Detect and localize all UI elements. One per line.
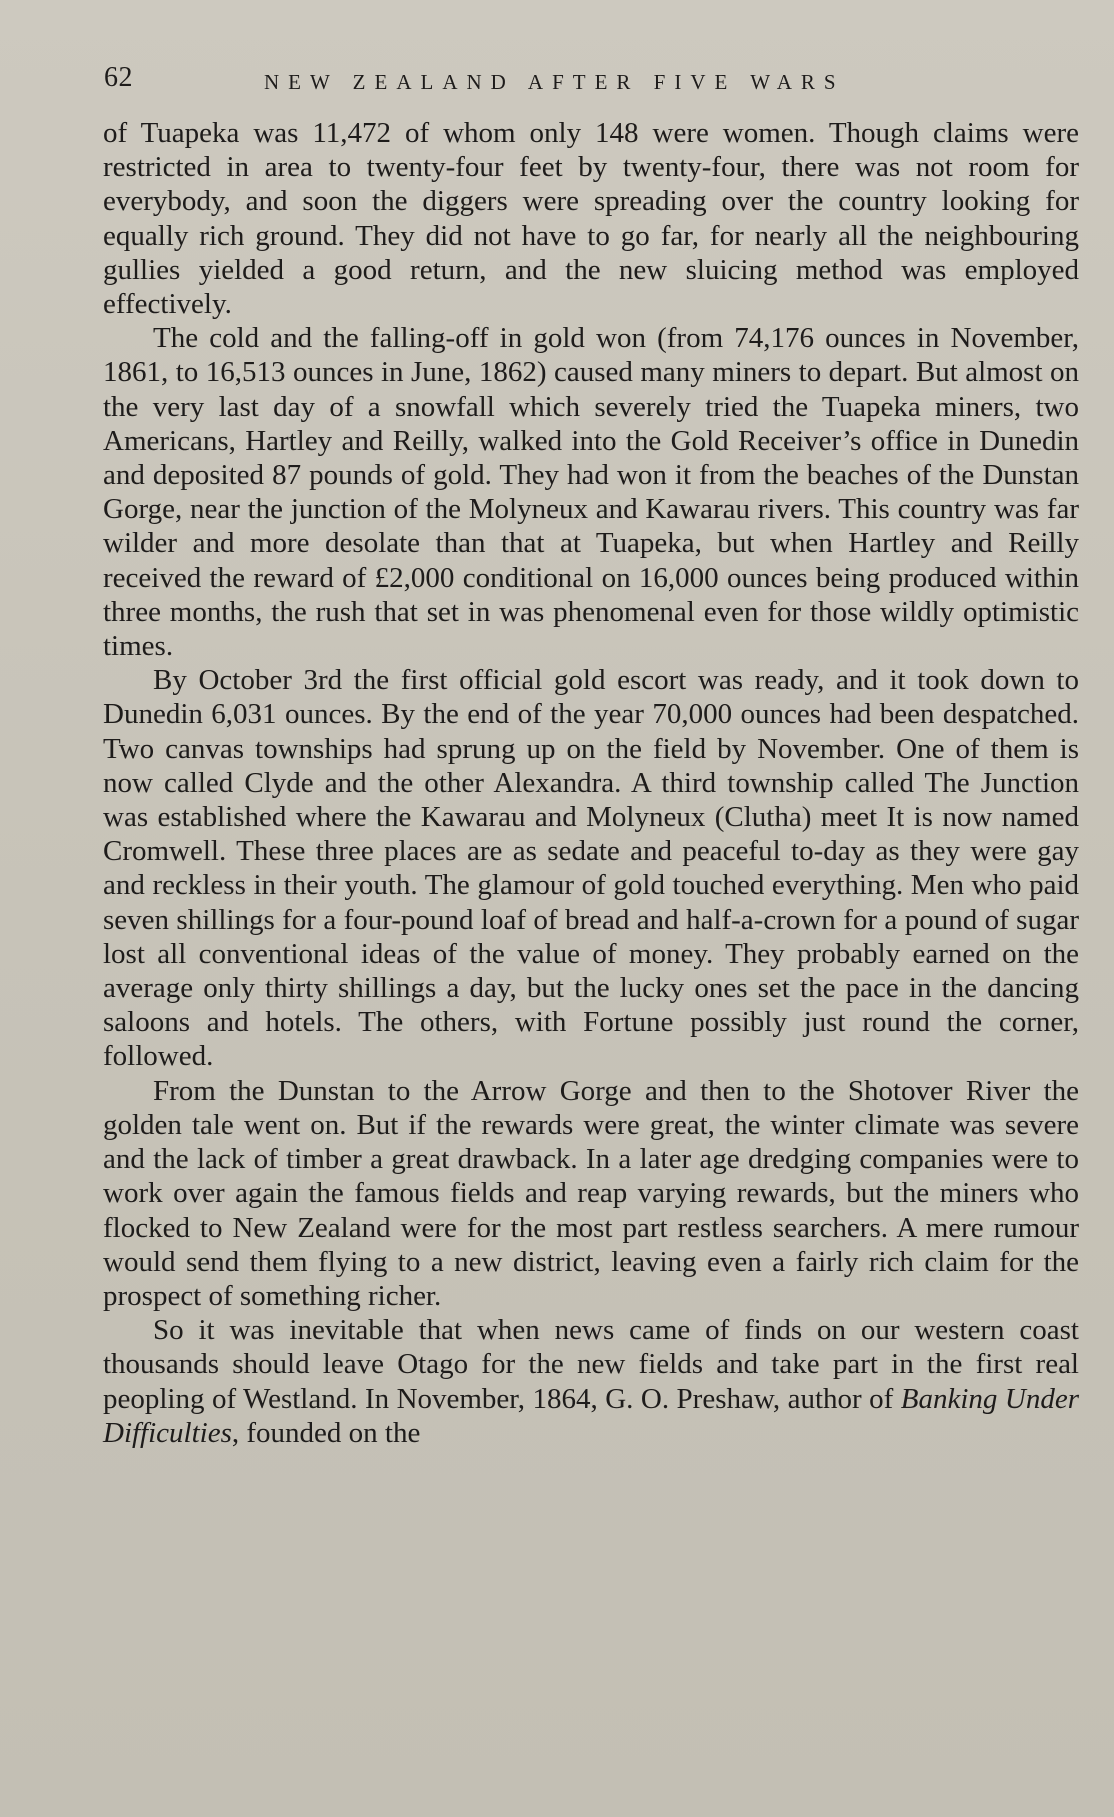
paragraph-5	[103, 1313, 1079, 1450]
paragraph-5-text: So it was inevitable that when news came of finds on our western coast thousands should leave Otago for the new fields and take part in the first real peopling of Westland. In November, 1864, G. O. Preshaw, author of	[103, 1314, 1079, 1415]
running-head	[104, 62, 1076, 102]
paragraph-5-tail: , founded on the	[231, 1416, 421, 1449]
paragraph-3: By October 3rd the first official gold escort was ready, and it took down to Dunedin 6,031 ounces. By the end of the year 70,000 ounces had been despatched. Two canvas townships had sprung up on the field by November. One of them is now called Clyde and the other Alexandra. A third township called The Junction was established where the Kawarau and Molyneux (Clutha) meet It is now named Cromwell. These three places are as sedate and peaceful to-day as they were gay and reckless in their youth. The glamour of gold touched everything. Men who paid seven shillings for a four-pound loaf of bread and half-a-crown for a pound of sugar lost all conventional ideas of the value of money. They probably earned on the average only thirty shillings a day, but the lucky ones set the pace in the dancing saloons and hotels. The others, with Fortune possibly just round the corner, followed.	[103, 664, 1079, 1073]
paragraph-1: of Tuapeka was 11,472 of whom only 148 were women. Though claims were restricted in area to twenty-four feet by twenty-four, there was not room for everybody, and soon the diggers were spreading over the country looking for equally rich ground. They did not have to go far, for nearly all the neighbouring gullies yielded a good return, and the new sluicing method was employed effectively.	[103, 117, 1079, 321]
paragraph-2: The cold and the falling-off in gold won (from 74,176 ounces in November, 1861, to 16,513 ounces in June, 1862) caused many miners to depart. But almost on the very last day of a snowfall which severely tried the Tuapeka miners, two Americans, Hartley and Reilly, walked into the Gold Receiver’s office in Dunedin and deposited 87 pounds of gold. They had won it from the beaches of the Dunstan Gorge, near the junction of the Molyneux and Kawarau rivers. This country was far wilder and more desolate than that at Tuapeka, but when Hartley and Reilly received the reward of £2,000 conditional on 16,000 ounces being produced within three months, the rush that set in was phenomenal even for those wildly optimistic times.	[103, 322, 1079, 663]
page-number: 62	[104, 62, 133, 93]
body-text	[103, 116, 1079, 1450]
paragraph-4: From the Dunstan to the Arrow Gorge and then to the Shotover River the golden tale went on. But if the rewards were great, the winter climate was severe and the lack of timber a great drawback. In a later age dredging companies were to work over again the famous fields and reap varying rewards, but the miners who flocked to New Zealand were for the most part restless searchers. A mere rumour would send them flying to a new district, leaving even a fairly rich claim for the prospect of something richer.	[103, 1074, 1079, 1312]
running-title: NEW ZEALAND AFTER FIVE WARS	[264, 70, 845, 94]
book-title: Banking Under Difficulties	[103, 1382, 1079, 1449]
